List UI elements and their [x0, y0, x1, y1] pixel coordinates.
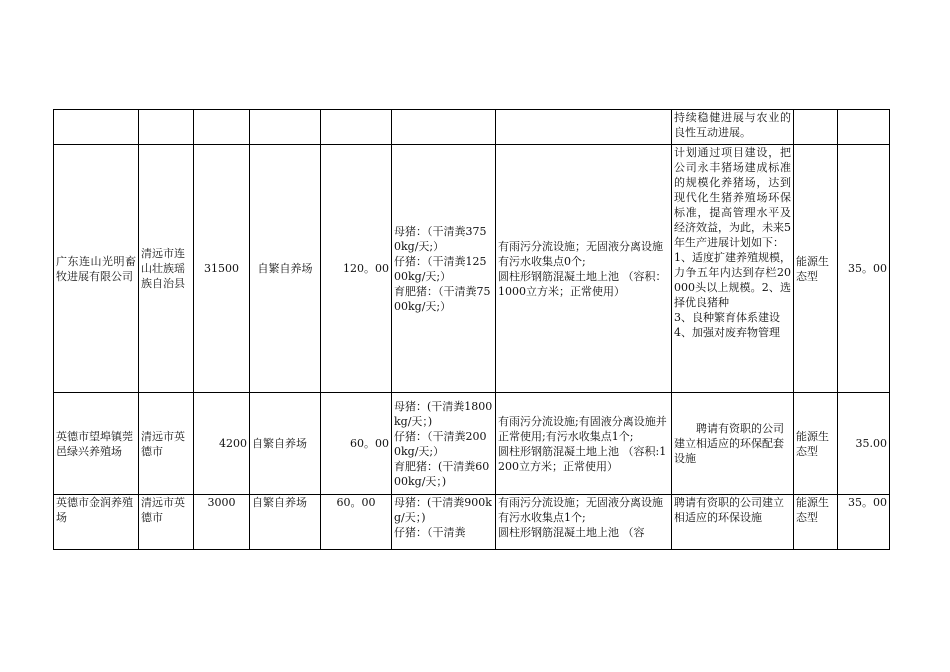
scale-cell: 31500: [194, 145, 250, 393]
location-cell: 清远市英德市: [139, 495, 194, 550]
company-cell: 英德市金润养殖场: [54, 495, 139, 550]
feed-source-cell: 自繁自养场: [250, 145, 321, 393]
company-cell: 广东连山光明畜牧进展有限公司: [54, 145, 139, 393]
feces-cell: [392, 110, 496, 145]
plan-cell: 聘请有资职的公司建立相适应的环保配套设施: [672, 393, 794, 495]
feces-cell: 母猪：（干清粪3750kg/天;） 仔猪：（干清粪12500kg/天;） 育肥猪：（干清粪7500kg/天;）: [392, 145, 496, 393]
feces-cell: 母猪：(干清粪1800kg/天；) 仔猪：（干清粪2000kg/天;） 育肥猪：(干清粪6000kg/天；): [392, 393, 496, 495]
score-cell: 35。00: [838, 145, 890, 393]
scale-cell: 4200: [194, 393, 250, 495]
score-cell: 35.00: [838, 393, 890, 495]
score-cell: 35。00: [838, 495, 890, 550]
area-cell: 60。00: [321, 393, 392, 495]
location-cell: 清远市连山壮族瑶族自治县: [139, 145, 194, 393]
area-cell: [321, 110, 392, 145]
table-row: [54, 145, 890, 393]
facilities-cell: [496, 110, 672, 145]
type-cell: 能源生态型: [794, 393, 838, 495]
table-row: [54, 495, 890, 550]
company-cell: 英德市望埠镇莞邑绿兴养殖场: [54, 393, 139, 495]
feed-source-cell: 自繁自养场: [250, 393, 321, 495]
table-row: [54, 393, 890, 495]
type-cell: 能源生态型: [794, 145, 838, 393]
farm-registry-table: [53, 109, 890, 550]
facilities-cell: 有雨污分流设施;有固液分离设施并正常使用;有污水收集点1个; 圆柱形钢筋混凝土地上池 （容积:1200立方米；正常使用）: [496, 393, 672, 495]
location-cell: [139, 110, 194, 145]
facilities-cell: 有雨污分流设施；无固液分离设施有污水收集点1个; 圆柱形钢筋混凝土地上池 （容: [496, 495, 672, 550]
feed-source-cell: 自繁自养场: [250, 495, 321, 550]
feces-cell: 母猪：(干清粪900kg/天；) 仔猪：（干清粪: [392, 495, 496, 550]
company-cell: [54, 110, 139, 145]
scale-cell: 3000: [194, 495, 250, 550]
type-cell: [794, 110, 838, 145]
plan-cell: 持续稳健进展与农业的良性互动进展。: [672, 110, 794, 145]
type-cell: 能源生态型: [794, 495, 838, 550]
feed-source-cell: [250, 110, 321, 145]
scale-cell: [194, 110, 250, 145]
table-row: [54, 110, 890, 145]
score-cell: [838, 110, 890, 145]
plan-cell: 聘请有资职的公司建立相适应的环保设施: [672, 495, 794, 550]
facilities-cell: 有雨污分流设施；无固液分离设施有污水收集点0个; 圆柱形钢筋混凝土地上池 （容积：1000立方米；正常使用）: [496, 145, 672, 393]
area-cell: 60。00: [321, 495, 392, 550]
plan-cell: 计划通过项目建设，把公司永丰猪场建成标准的规模化养猪场，达到现代化生猪养殖场环保标准，提高管理水平及经济效益，为此，未来5年生产进展计划如下： 1、适度扩建养殖规模，力争五年内达到存栏20000头以上规模。2、选择优良猪种 3、良种繁育体系建设 4、加强对废弃物管理: [672, 145, 794, 393]
area-cell: 120。00: [321, 145, 392, 393]
location-cell: 清远市英德市: [139, 393, 194, 495]
